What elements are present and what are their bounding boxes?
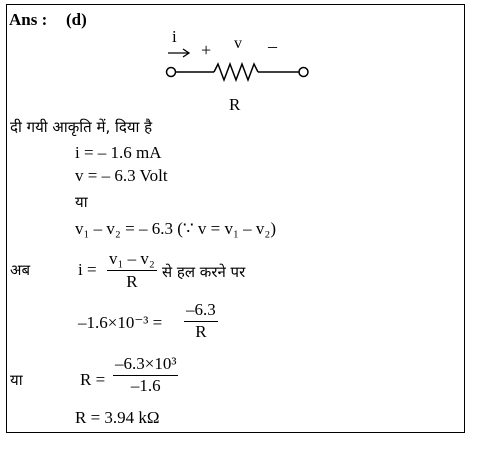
current-value: i = – 1.6 mA [75, 143, 162, 162]
fraction-numerator: –6.3×10³ [113, 354, 178, 376]
substitution-fraction [184, 300, 218, 342]
or-text: या [10, 371, 23, 389]
fraction-denominator: –1.6 [130, 376, 161, 395]
fraction-numerator: –6.3 [184, 300, 218, 322]
now-text: अब [10, 261, 31, 279]
voltage-difference-equation: v₁ – v₂ = – 6.3 (∵ v = v₁ – v₂) [75, 219, 277, 238]
current-equation-lhs: i = [78, 260, 97, 279]
fraction-denominator: R [195, 322, 207, 341]
answer-label: Ans : [9, 10, 48, 29]
minus-label: – [268, 36, 277, 56]
fraction-numerator: v₁ – v₂ [107, 249, 157, 271]
resistance-fraction [113, 354, 178, 396]
fraction-denominator: R [126, 272, 138, 291]
resistance-lhs: R = [80, 370, 106, 389]
plus-label: + [201, 40, 212, 60]
left-terminal [167, 68, 176, 77]
or-text: या [75, 193, 88, 211]
voltage-label: v [234, 35, 242, 52]
voltage-value: v = – 6.3 Volt [75, 166, 168, 185]
right-terminal [299, 68, 308, 77]
solving-text: से हल करने पर [162, 263, 246, 281]
resistor-zigzag [214, 64, 258, 80]
resistor-label: R [229, 95, 241, 114]
current-label: i [172, 27, 177, 46]
ohms-law-fraction [107, 249, 157, 292]
substitution-lhs: –1.6×10⁻³ = [78, 313, 163, 332]
intro-text: दी गयी आकृति में, दिया है [10, 118, 153, 136]
answer-value: (d) [66, 10, 87, 29]
final-result: R = 3.94 kΩ [75, 408, 160, 427]
